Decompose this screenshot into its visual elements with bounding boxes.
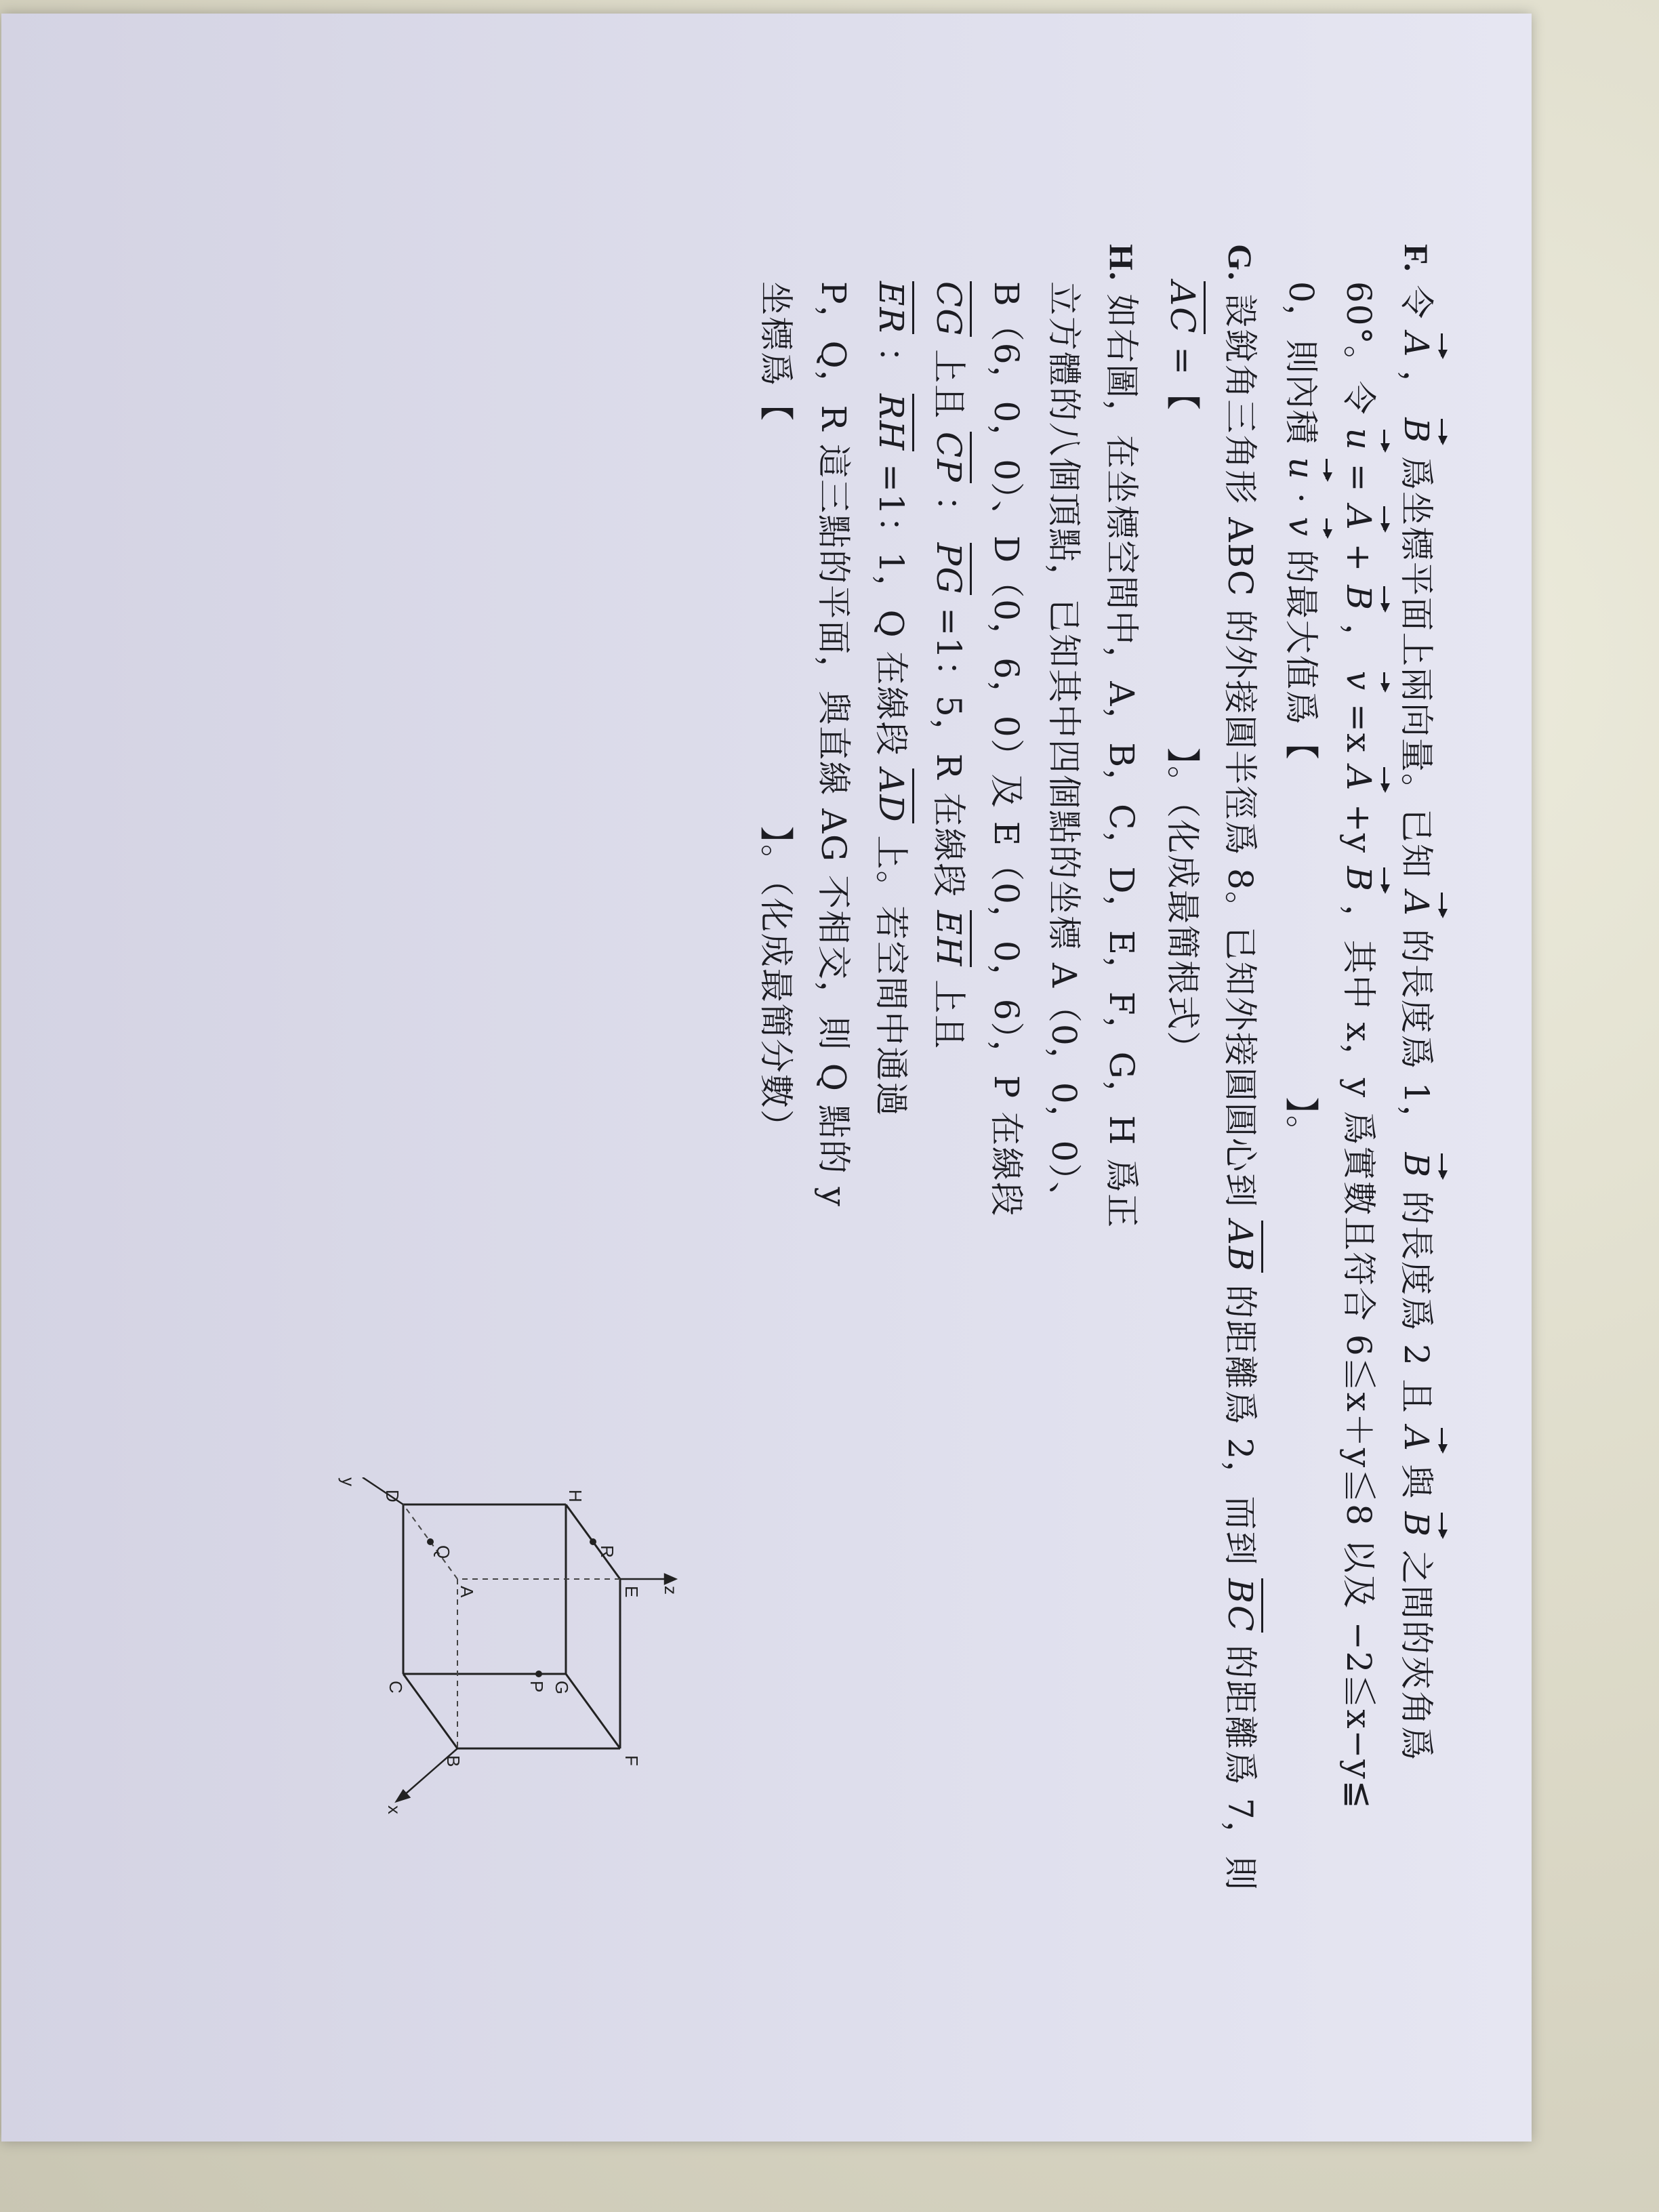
label-d: D: [382, 1490, 403, 1502]
problem-h-line-1: H. 如右圖，在坐標空間中，A，B，C，D，E，F，G，H 爲正: [1102, 244, 1141, 1229]
label-b: B: [443, 1755, 464, 1767]
problem-g-line-1: G. 設銳角三角形 ABC 的外接圓半徑爲 8。已知外接圓圓心到 AB 的距離爲 2，而到 BC 的距離爲 7，則: [1218, 244, 1267, 1891]
label-q: Q: [433, 1545, 453, 1559]
z-axis-arrow: [665, 1574, 676, 1584]
problem-h-line-5: ER ： RH =1：1，Q 在線段 AD 上。若空間中通過: [869, 281, 918, 1118]
exam-sheet: [1, 14, 1532, 2142]
problem-h-line-7: 坐標爲【 】。（化成最簡分數）: [756, 281, 796, 1145]
vector-b: B: [1397, 417, 1436, 444]
problem-h-label: H.: [1103, 244, 1141, 282]
label-a: A: [457, 1586, 477, 1598]
cube-diagram: [329, 1477, 681, 1857]
edge-fg: [566, 1674, 620, 1748]
problem-h-line-2: 立方體的八個頂點，已知其中四個點的坐標 A（0，0，0）、: [1044, 281, 1084, 1217]
edge-bc: [403, 1674, 457, 1748]
label-c: C: [386, 1681, 406, 1694]
label-g: G: [552, 1681, 572, 1695]
problem-f-line-1: F. 令 A ， B 爲坐標平面上兩向量。已知 A 的長度爲 1， B 的長度爲 2 且 A 與 B 之間的夾角爲: [1397, 244, 1436, 1762]
problem-g-label: G.: [1221, 244, 1259, 282]
label-z: z: [661, 1586, 681, 1595]
point-r: [590, 1538, 596, 1545]
problem-f-line-2: 60°。令 u = A + B ， v =x A +y B ，其中 x，y 爲實數且符合 6≦x＋y≦8 以及 −2≦x−y≦: [1339, 281, 1378, 1810]
label-e: E: [621, 1586, 642, 1598]
label-r: R: [597, 1545, 617, 1558]
point-q: [427, 1538, 434, 1545]
vector-u: u: [1339, 428, 1378, 451]
problem-h-line-3: B（6，0，0）、D（0，6，0）及 E（0，0，6），P 在線段: [987, 281, 1026, 1218]
label-y: y: [338, 1477, 359, 1486]
problem-h-line-4: CG 上且 CP ： PG =1：5，R 在線段 EH 上且: [927, 281, 976, 1050]
problem-h-line-6: P，Q，R 這三點的平面，與直線 AG 不相交，則 Q 點的 y: [814, 281, 853, 1208]
label-h: H: [565, 1490, 586, 1502]
problem-f-line-3: 0，則內積 u · v 的最大值爲【 】。: [1282, 281, 1321, 1151]
problem-g-line-2: AC =【 】。（化成最簡根式）: [1161, 281, 1210, 1066]
vector-a: A: [1397, 332, 1436, 359]
label-x: x: [384, 1805, 405, 1814]
label-f: F: [621, 1755, 642, 1766]
label-p: P: [527, 1681, 547, 1693]
problem-f-label: F.: [1397, 244, 1435, 273]
vector-v: v: [1339, 670, 1378, 692]
point-p: [535, 1671, 542, 1677]
